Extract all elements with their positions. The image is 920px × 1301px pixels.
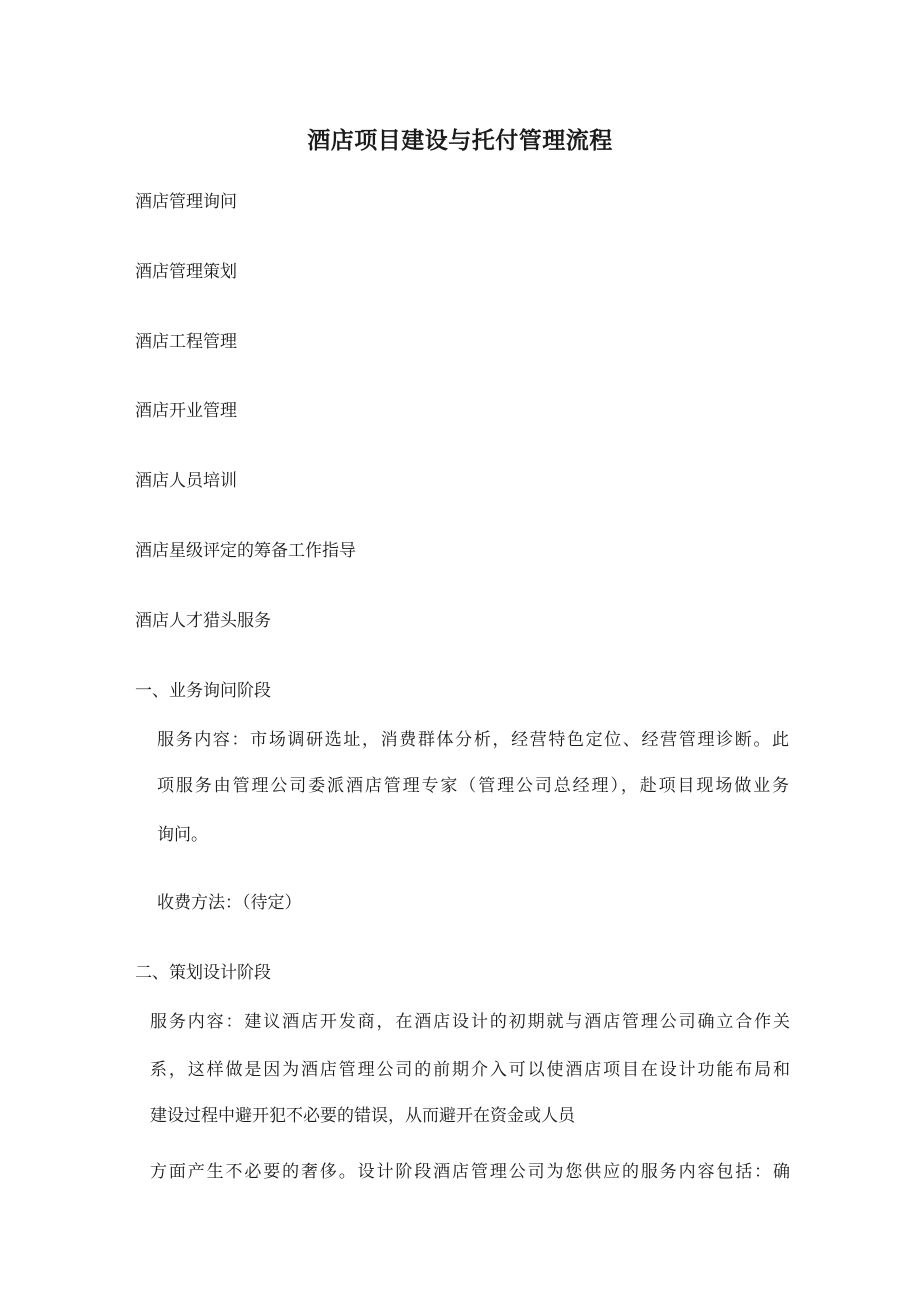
toc-item: 酒店星级评定的筹备工作指导 xyxy=(135,541,356,561)
section1-content-line: 服务内容：市场调研选址，消费群体分析，经营特色定位、经营管理诊断。此 xyxy=(157,730,789,750)
section2-content-line: 建设过程中避开犯不必要的错误，从而避开在资金或人员 xyxy=(150,1106,575,1126)
section-heading-inquiry: 一、业务询问阶段 xyxy=(135,681,271,701)
section1-content-line: 询问。 xyxy=(157,825,208,845)
toc-item: 酒店人员培训 xyxy=(135,471,237,491)
section2-continued-line: 方面产生不必要的奢侈。设计阶段酒店管理公司为您供应的服务内容包括：确 xyxy=(150,1162,790,1182)
section-heading-planning: 二、策划设计阶段 xyxy=(135,963,271,983)
section1-content-line: 项服务由管理公司委派酒店管理专家（管理公司总经理），赴项目现场做业务 xyxy=(157,776,789,796)
toc-item: 酒店工程管理 xyxy=(135,332,237,352)
toc-item: 酒店人才猎头服务 xyxy=(135,611,271,631)
section2-content-line: 系，这样做是因为酒店管理公司的前期介入可以使酒店项目在设计功能布局和 xyxy=(150,1060,790,1080)
document-title: 酒店项目建设与托付管理流程 xyxy=(307,128,613,154)
toc-item: 酒店管理策划 xyxy=(135,262,237,282)
toc-item: 酒店管理询问 xyxy=(135,192,237,212)
toc-item: 酒店开业管理 xyxy=(135,401,237,421)
section2-content-line: 服务内容：建议酒店开发商，在酒店设计的初期就与酒店管理公司确立合作关 xyxy=(150,1012,790,1032)
section1-fee: 收费方法：（待定） xyxy=(157,893,302,913)
